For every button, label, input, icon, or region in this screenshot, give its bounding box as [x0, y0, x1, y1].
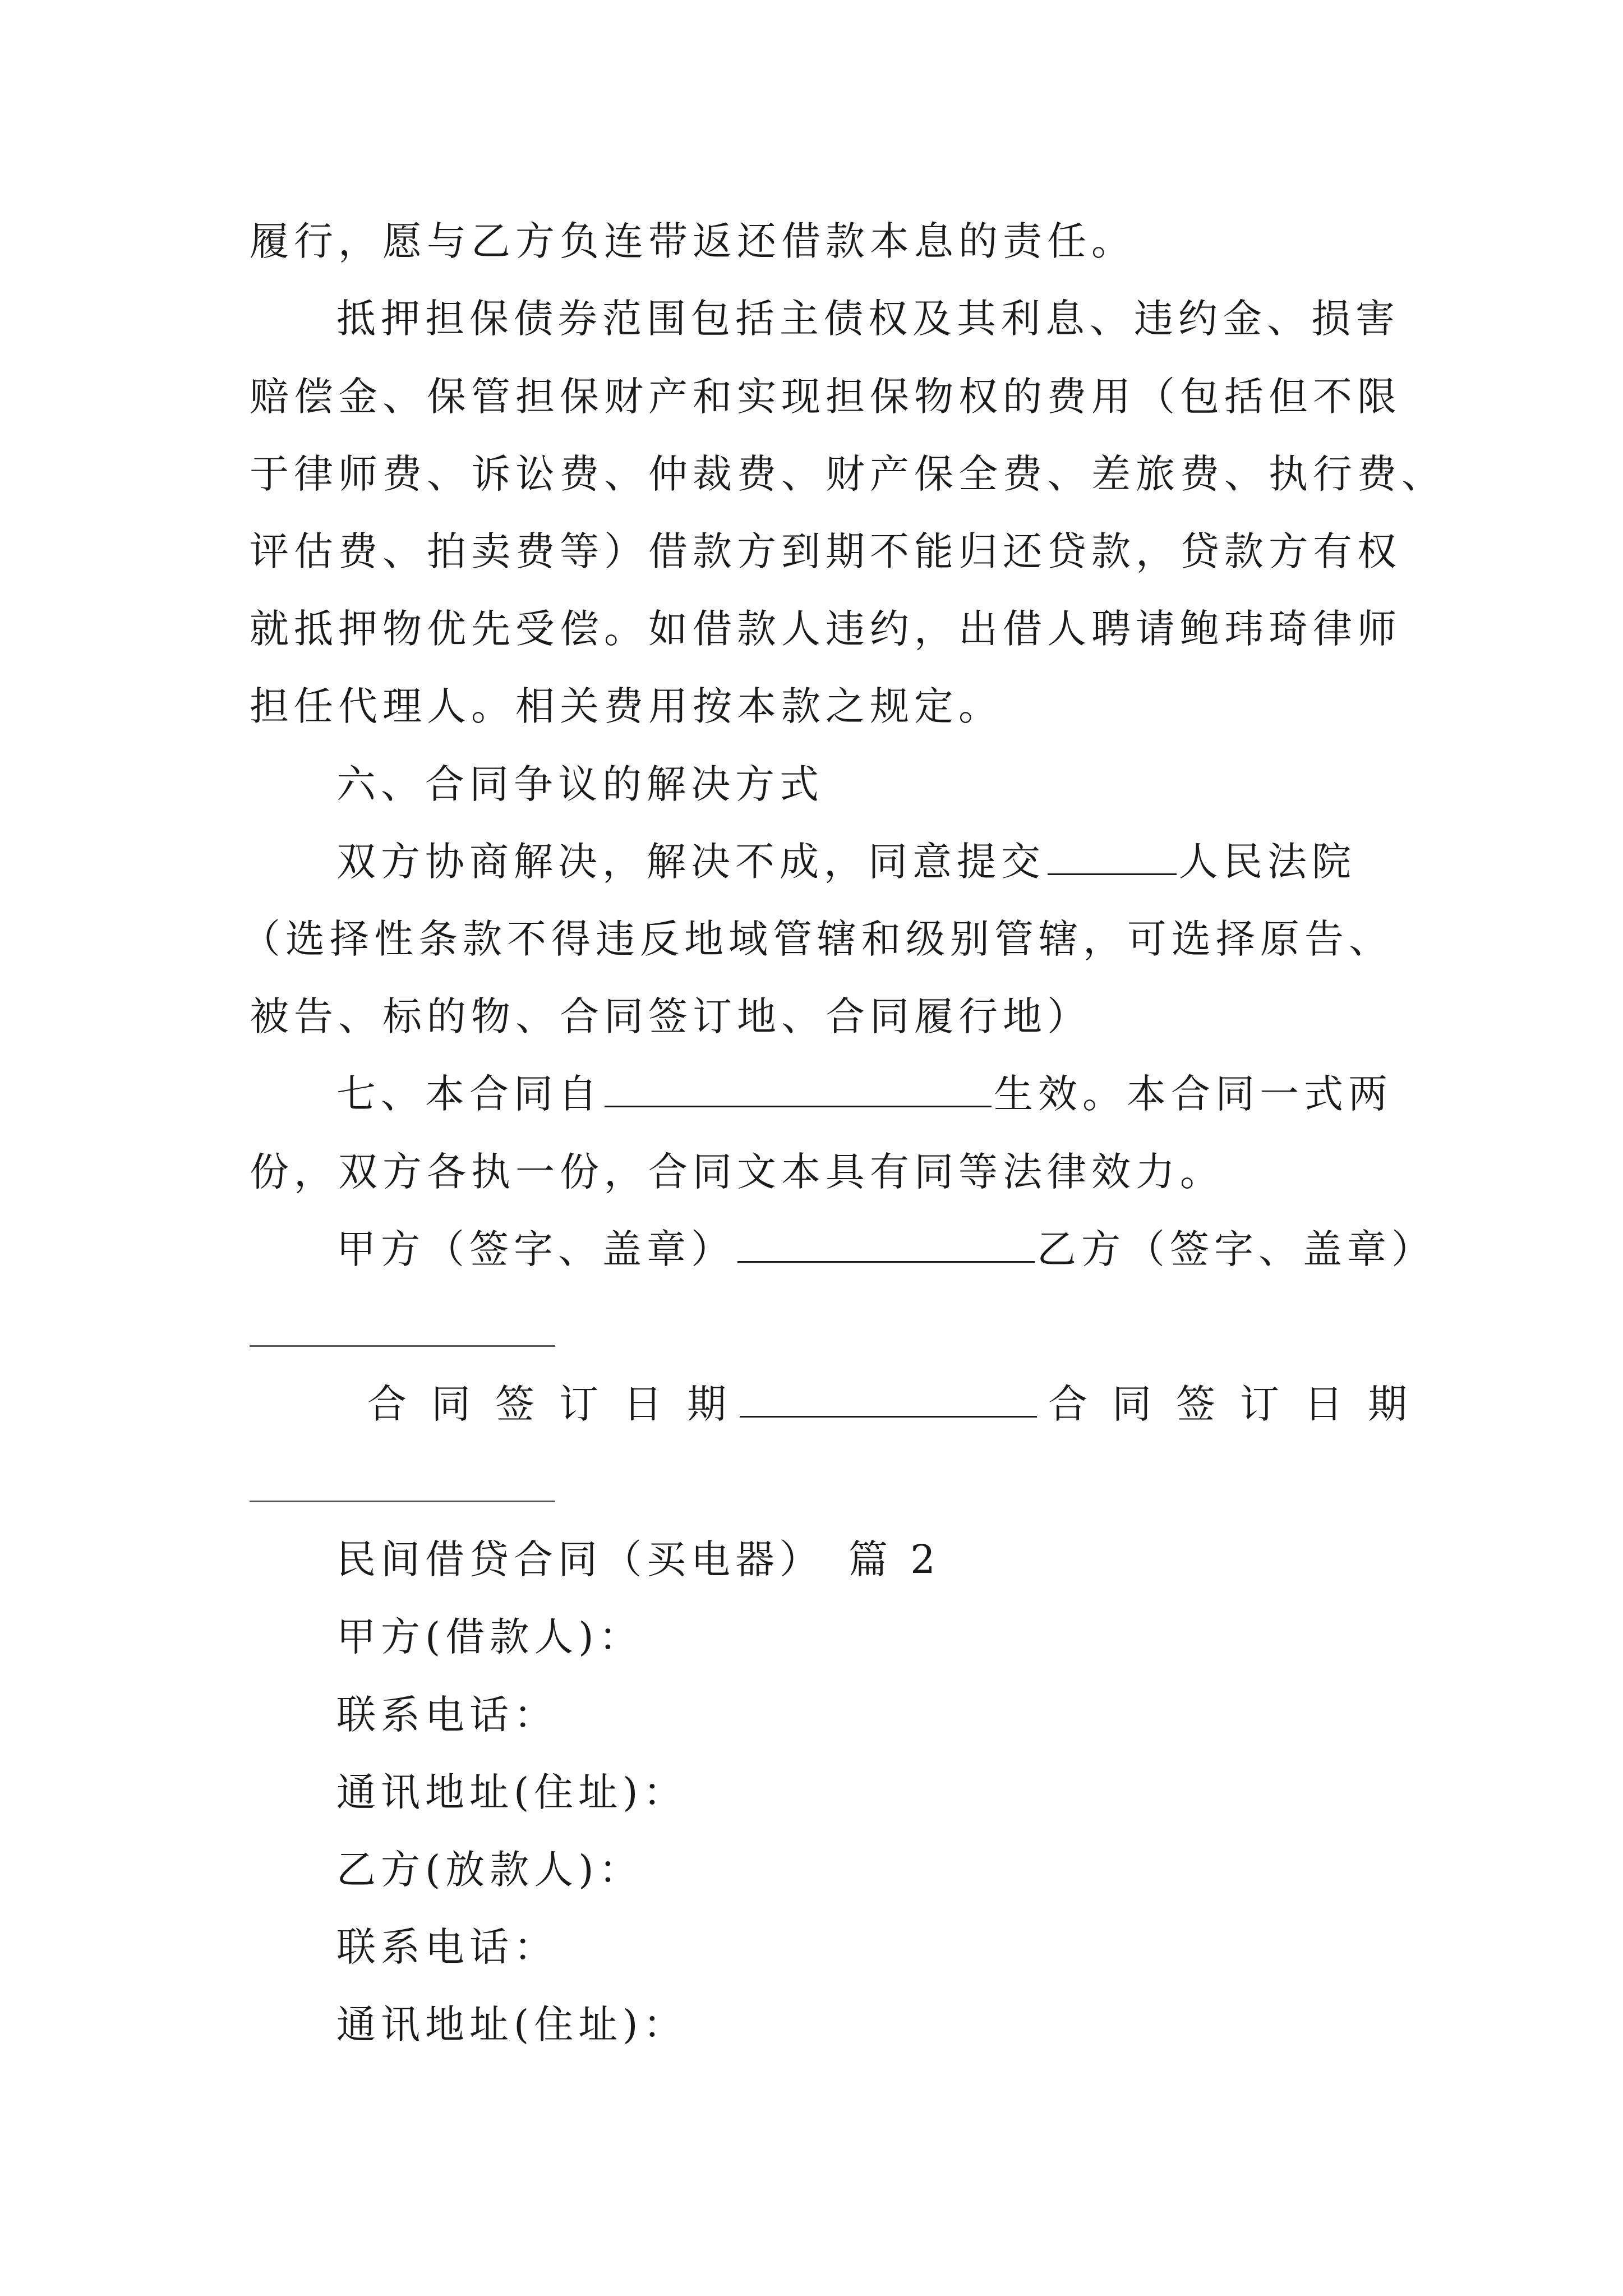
field-address-b: 通讯地址(住址)：: [336, 2001, 688, 2047]
paragraph-line: 评估费、拍卖费等）借款方到期不能归还贷款，贷款方有权: [250, 528, 1401, 574]
section-2-title: 民间借贷合同（买电器） 篇 2: [336, 1536, 940, 1582]
paragraph-line: 抵押担保债券范围包括主债权及其利息、违约金、损害: [336, 296, 1400, 342]
paragraph-line: 于律师费、诉讼费、仲裁费、财产保全费、差旅费、执行费、: [250, 451, 1446, 497]
dispute-clause-line: [336, 836, 1402, 887]
paragraph-line: 担任代理人。相关费用按本款之规定。: [250, 683, 1003, 729]
effect-text-before: 七、本合同自: [336, 1071, 602, 1117]
effect-clause-line: [336, 1069, 1402, 1119]
dispute-text-after: 人民法院: [1179, 839, 1356, 885]
party-b-signature-label: 乙方（签字、盖章）: [1037, 1226, 1436, 1272]
field-lender: 乙方(放款人)：: [336, 1847, 643, 1893]
field-phone-b: 联系电话：: [336, 1924, 558, 1970]
dispute-text-before: 双方协商解决，解决不成，同意提交: [336, 839, 1045, 885]
effective-date-blank: [605, 1072, 992, 1107]
date-label-b: 合同签订日期: [1048, 1381, 1432, 1427]
paragraph-line: 履行，愿与乙方负连带返还借款本息的责任。: [250, 218, 1136, 264]
paragraph-line: 赔偿金、保管担保财产和实现担保物权的费用（包括但不限: [250, 374, 1401, 420]
date-line: [367, 1379, 1511, 1429]
field-borrower: 甲方(借款人)：: [336, 1614, 643, 1660]
paragraph-line: 份，双方各执一份，合同文本具有同等法律效力。: [250, 1149, 1224, 1195]
date-continuation-rule: [250, 1501, 555, 1502]
party-a-signature-label: 甲方（签字、盖章）: [336, 1226, 735, 1272]
field-address-a: 通讯地址(住址)：: [336, 1769, 688, 1815]
signature-line: [336, 1224, 1436, 1274]
paragraph-line: 就抵押物优先受偿。如借款人违约，出借人聘请鲍玮琦律师: [250, 606, 1401, 652]
effect-text-after: 生效。本合同一式两: [994, 1071, 1393, 1117]
signature-blank: [737, 1227, 1035, 1263]
signature-continuation-rule: [250, 1345, 555, 1347]
section-heading: 六、合同争议的解决方式: [336, 761, 824, 807]
court-blank: [1048, 840, 1177, 875]
paragraph-line: 被告、标的物、合同签订地、合同履行地）: [250, 993, 1091, 1039]
paragraph-line: （选择性条款不得违反地域管辖和级别管辖，可选择原告、: [241, 916, 1393, 962]
date-blank: [740, 1382, 1037, 1418]
date-label-a: 合同签订日期: [367, 1381, 751, 1427]
field-phone-a: 联系电话：: [336, 1692, 558, 1738]
